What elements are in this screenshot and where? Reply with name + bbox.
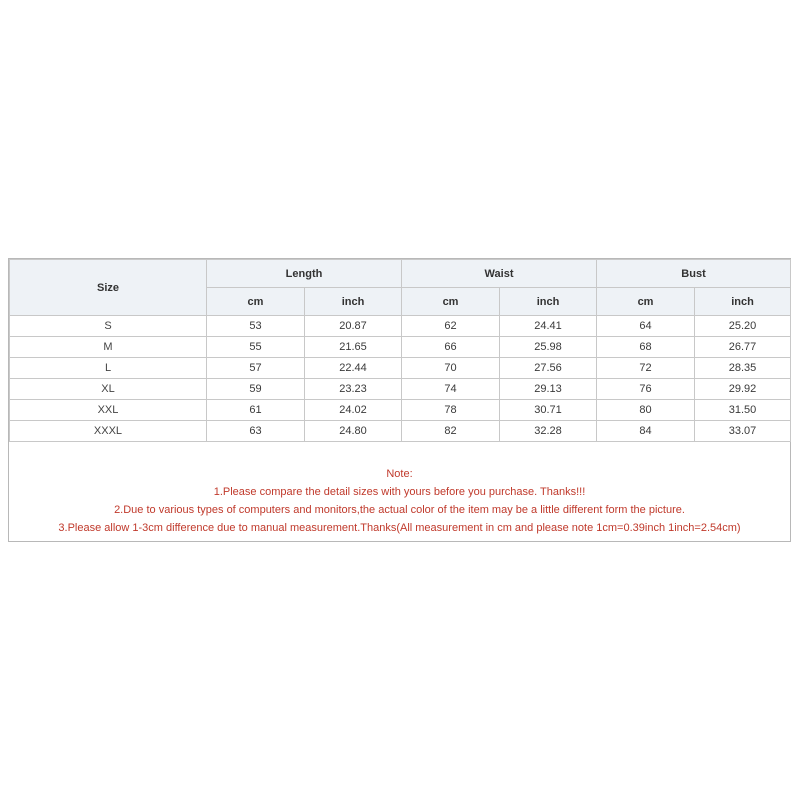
table-cell: 21.65	[305, 337, 402, 358]
table-cell: 28.35	[695, 358, 791, 379]
note-title: Note:	[386, 468, 413, 480]
unit-header: cm	[207, 288, 305, 316]
unit-header: inch	[500, 288, 597, 316]
table-cell: 59	[207, 379, 305, 400]
table-cell: 23.23	[305, 379, 402, 400]
table-cell: 25.20	[695, 316, 791, 337]
table-cell: 63	[207, 421, 305, 442]
size-table	[9, 259, 791, 442]
table-cell: 84	[597, 421, 695, 442]
table-cell: 25.98	[500, 337, 597, 358]
table-cell: 33.07	[695, 421, 791, 442]
table-row	[10, 337, 791, 358]
table-cell: 30.71	[500, 400, 597, 421]
table-cell: 24.02	[305, 400, 402, 421]
size-cell: L	[10, 358, 207, 379]
table-cell: 32.28	[500, 421, 597, 442]
unit-header: inch	[695, 288, 791, 316]
table-cell: 80	[597, 400, 695, 421]
length-header: Length	[207, 260, 402, 288]
unit-header: inch	[305, 288, 402, 316]
table-cell: 24.41	[500, 316, 597, 337]
table-cell: 72	[597, 358, 695, 379]
unit-header: cm	[597, 288, 695, 316]
table-cell: 62	[402, 316, 500, 337]
table-cell: 53	[207, 316, 305, 337]
size-cell: XXXL	[10, 421, 207, 442]
table-cell: 57	[207, 358, 305, 379]
unit-header: cm	[402, 288, 500, 316]
table-cell: 29.92	[695, 379, 791, 400]
table-cell: 76	[597, 379, 695, 400]
table-cell: 26.77	[695, 337, 791, 358]
table-cell: 29.13	[500, 379, 597, 400]
note-line-3: 3.Please allow 1-3cm difference due to manual measurement.Thanks(All measurement in cm and please note 1cm=0.39inch 1inch=2.54cm)	[58, 522, 741, 534]
table-cell: 55	[207, 337, 305, 358]
size-cell: M	[10, 337, 207, 358]
table-row	[10, 421, 791, 442]
table-cell: 74	[402, 379, 500, 400]
table-cell: 61	[207, 400, 305, 421]
table-cell: 27.56	[500, 358, 597, 379]
size-cell: XL	[10, 379, 207, 400]
size-cell: S	[10, 316, 207, 337]
table-cell: 78	[402, 400, 500, 421]
table-row	[10, 358, 791, 379]
table-cell: 22.44	[305, 358, 402, 379]
table-cell: 64	[597, 316, 695, 337]
table-row	[10, 379, 791, 400]
table-row	[10, 400, 791, 421]
table-cell: 82	[402, 421, 500, 442]
bust-header: Bust	[597, 260, 791, 288]
size-chart	[8, 258, 791, 542]
note-line-2: 2.Due to various types of computers and monitors,the actual color of the item may be a little different form the picture.	[114, 504, 685, 516]
table-row	[10, 316, 791, 337]
note-line-1: 1.Please compare the detail sizes with yours before you purchase. Thanks!!!	[213, 486, 586, 498]
waist-header: Waist	[402, 260, 597, 288]
table-cell: 66	[402, 337, 500, 358]
size-cell: XXL	[10, 400, 207, 421]
table-cell: 70	[402, 358, 500, 379]
table-cell: 31.50	[695, 400, 791, 421]
table-cell: 20.87	[305, 316, 402, 337]
table-cell: 68	[597, 337, 695, 358]
table-cell: 24.80	[305, 421, 402, 442]
note-section	[9, 451, 790, 541]
size-header: Size	[10, 260, 207, 316]
